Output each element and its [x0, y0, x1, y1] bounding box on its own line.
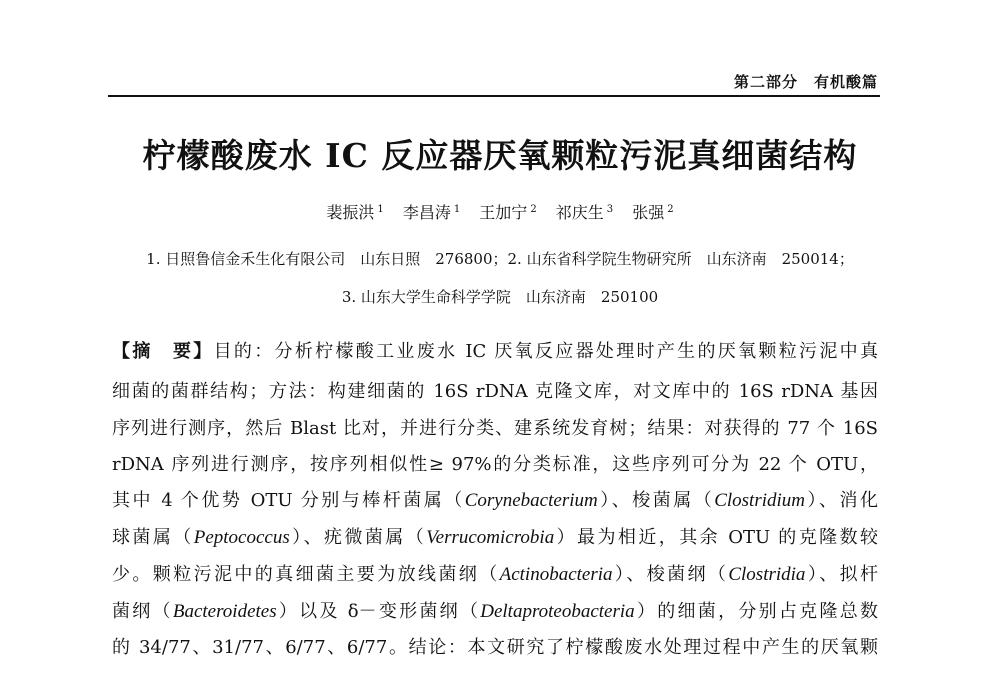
taxon-name: Clostridia — [728, 564, 806, 585]
abstract-text: 细菌的菌群结构；方法：构建细菌的 16S rDNA 克隆文库，对文库中的 16S rDNA 基因 — [112, 381, 878, 402]
author-name: 张强 — [632, 203, 665, 222]
abstract-text: ）、拟杆 — [805, 564, 879, 585]
abstract-text: 其中 4 个优势 OTU 分别与棒杆菌属（ — [112, 490, 465, 511]
abstract-text: 目的：分析柠檬酸工业废水 IC 厌氧反应器处理时产生的厌氧颗粒污泥中真 — [213, 341, 878, 362]
taxon-name: Actinobacteria — [499, 564, 613, 585]
author-name: 裴振洪 — [326, 203, 375, 222]
header-section: 有机酸篇 — [813, 73, 878, 91]
author — [403, 203, 460, 222]
author-affiliation-mark: 1 — [453, 203, 461, 215]
author-affiliation-mark: 3 — [606, 203, 614, 215]
abstract-text: ）的细菌，分别占克隆总数 — [634, 601, 879, 622]
abstract-text: rDNA 序列进行测序，按序列相似性≥ 97%的分类标准，这些序列可分为 22 个 OTU， — [112, 454, 878, 475]
abstract-text: ）最为相近，其余 OTU 的克隆数较 — [554, 527, 879, 548]
author — [479, 203, 536, 222]
abstract-line — [112, 381, 878, 403]
abstract-line — [112, 341, 878, 363]
abstract-text: ）、疣微菌属（ — [289, 527, 427, 548]
taxon-name: Clostridium — [714, 490, 806, 511]
author-affiliation-mark: 2 — [667, 203, 674, 215]
running-header — [734, 71, 878, 92]
author — [556, 203, 613, 222]
abstract-text: ）、梭菌纲（ — [612, 564, 729, 585]
abstract-label: 【摘 要】 — [112, 341, 214, 362]
taxon-name: Deltaproteobacteria — [480, 601, 635, 622]
taxon-name: Corynebacterium — [464, 490, 598, 511]
author-name: 王加宁 — [479, 203, 528, 222]
abstract-line — [112, 637, 878, 659]
affiliation-line: 1. 日照鲁信金禾生化有限公司 山东日照 276800；2. 山东省科学院生物研究所 山东济南 250014； — [146, 250, 854, 268]
taxon-name: Peptococcus — [193, 527, 290, 548]
author-affiliation-mark: 1 — [377, 203, 384, 215]
taxon-name: Verrucomicrobia — [426, 527, 555, 548]
paper-title: 柠檬酸废水 IC 反应器厌氧颗粒污泥真细菌结构 — [142, 136, 858, 175]
abstract-text: 菌纲（ — [112, 601, 173, 622]
abstract-text: 序列进行测序，然后 Blast 比对，并进行分类、建系统发育树；结果：对获得的 77 个 16S — [112, 418, 878, 439]
taxon-name: Bacteroidetes — [172, 601, 277, 622]
abstract-text: 少。颗粒污泥中的真细菌主要为放线菌纲（ — [112, 564, 500, 585]
header-part: 第二部分 — [733, 73, 798, 91]
affiliation-line: 3. 山东大学生命科学学院 山东济南 250100 — [341, 288, 659, 306]
abstract-line — [112, 454, 878, 476]
author-affiliation-mark: 2 — [530, 203, 537, 215]
abstract-line — [112, 601, 878, 623]
author-name: 李昌涛 — [402, 203, 451, 222]
abstract-text: ）、消化 — [805, 490, 879, 511]
author — [632, 203, 673, 222]
abstract-text: ）、梭菌属（ — [597, 490, 715, 511]
abstract-line — [112, 527, 878, 549]
abstract-text: ）以及 δ－变形菌纲（ — [276, 601, 481, 622]
abstract-line — [112, 490, 878, 512]
abstract-text: 的 34/77、31/77、6/77、6/77。结论：本文研究了柠檬酸废水处理过程中产生的厌氧颗 — [112, 637, 878, 658]
abstract-line — [112, 418, 878, 440]
author-name: 祁庆生 — [555, 203, 604, 222]
author — [326, 203, 383, 222]
abstract-text: 球菌属（ — [112, 527, 194, 548]
abstract-line — [112, 564, 878, 586]
author-list — [0, 200, 1000, 223]
header-rule — [108, 95, 880, 97]
